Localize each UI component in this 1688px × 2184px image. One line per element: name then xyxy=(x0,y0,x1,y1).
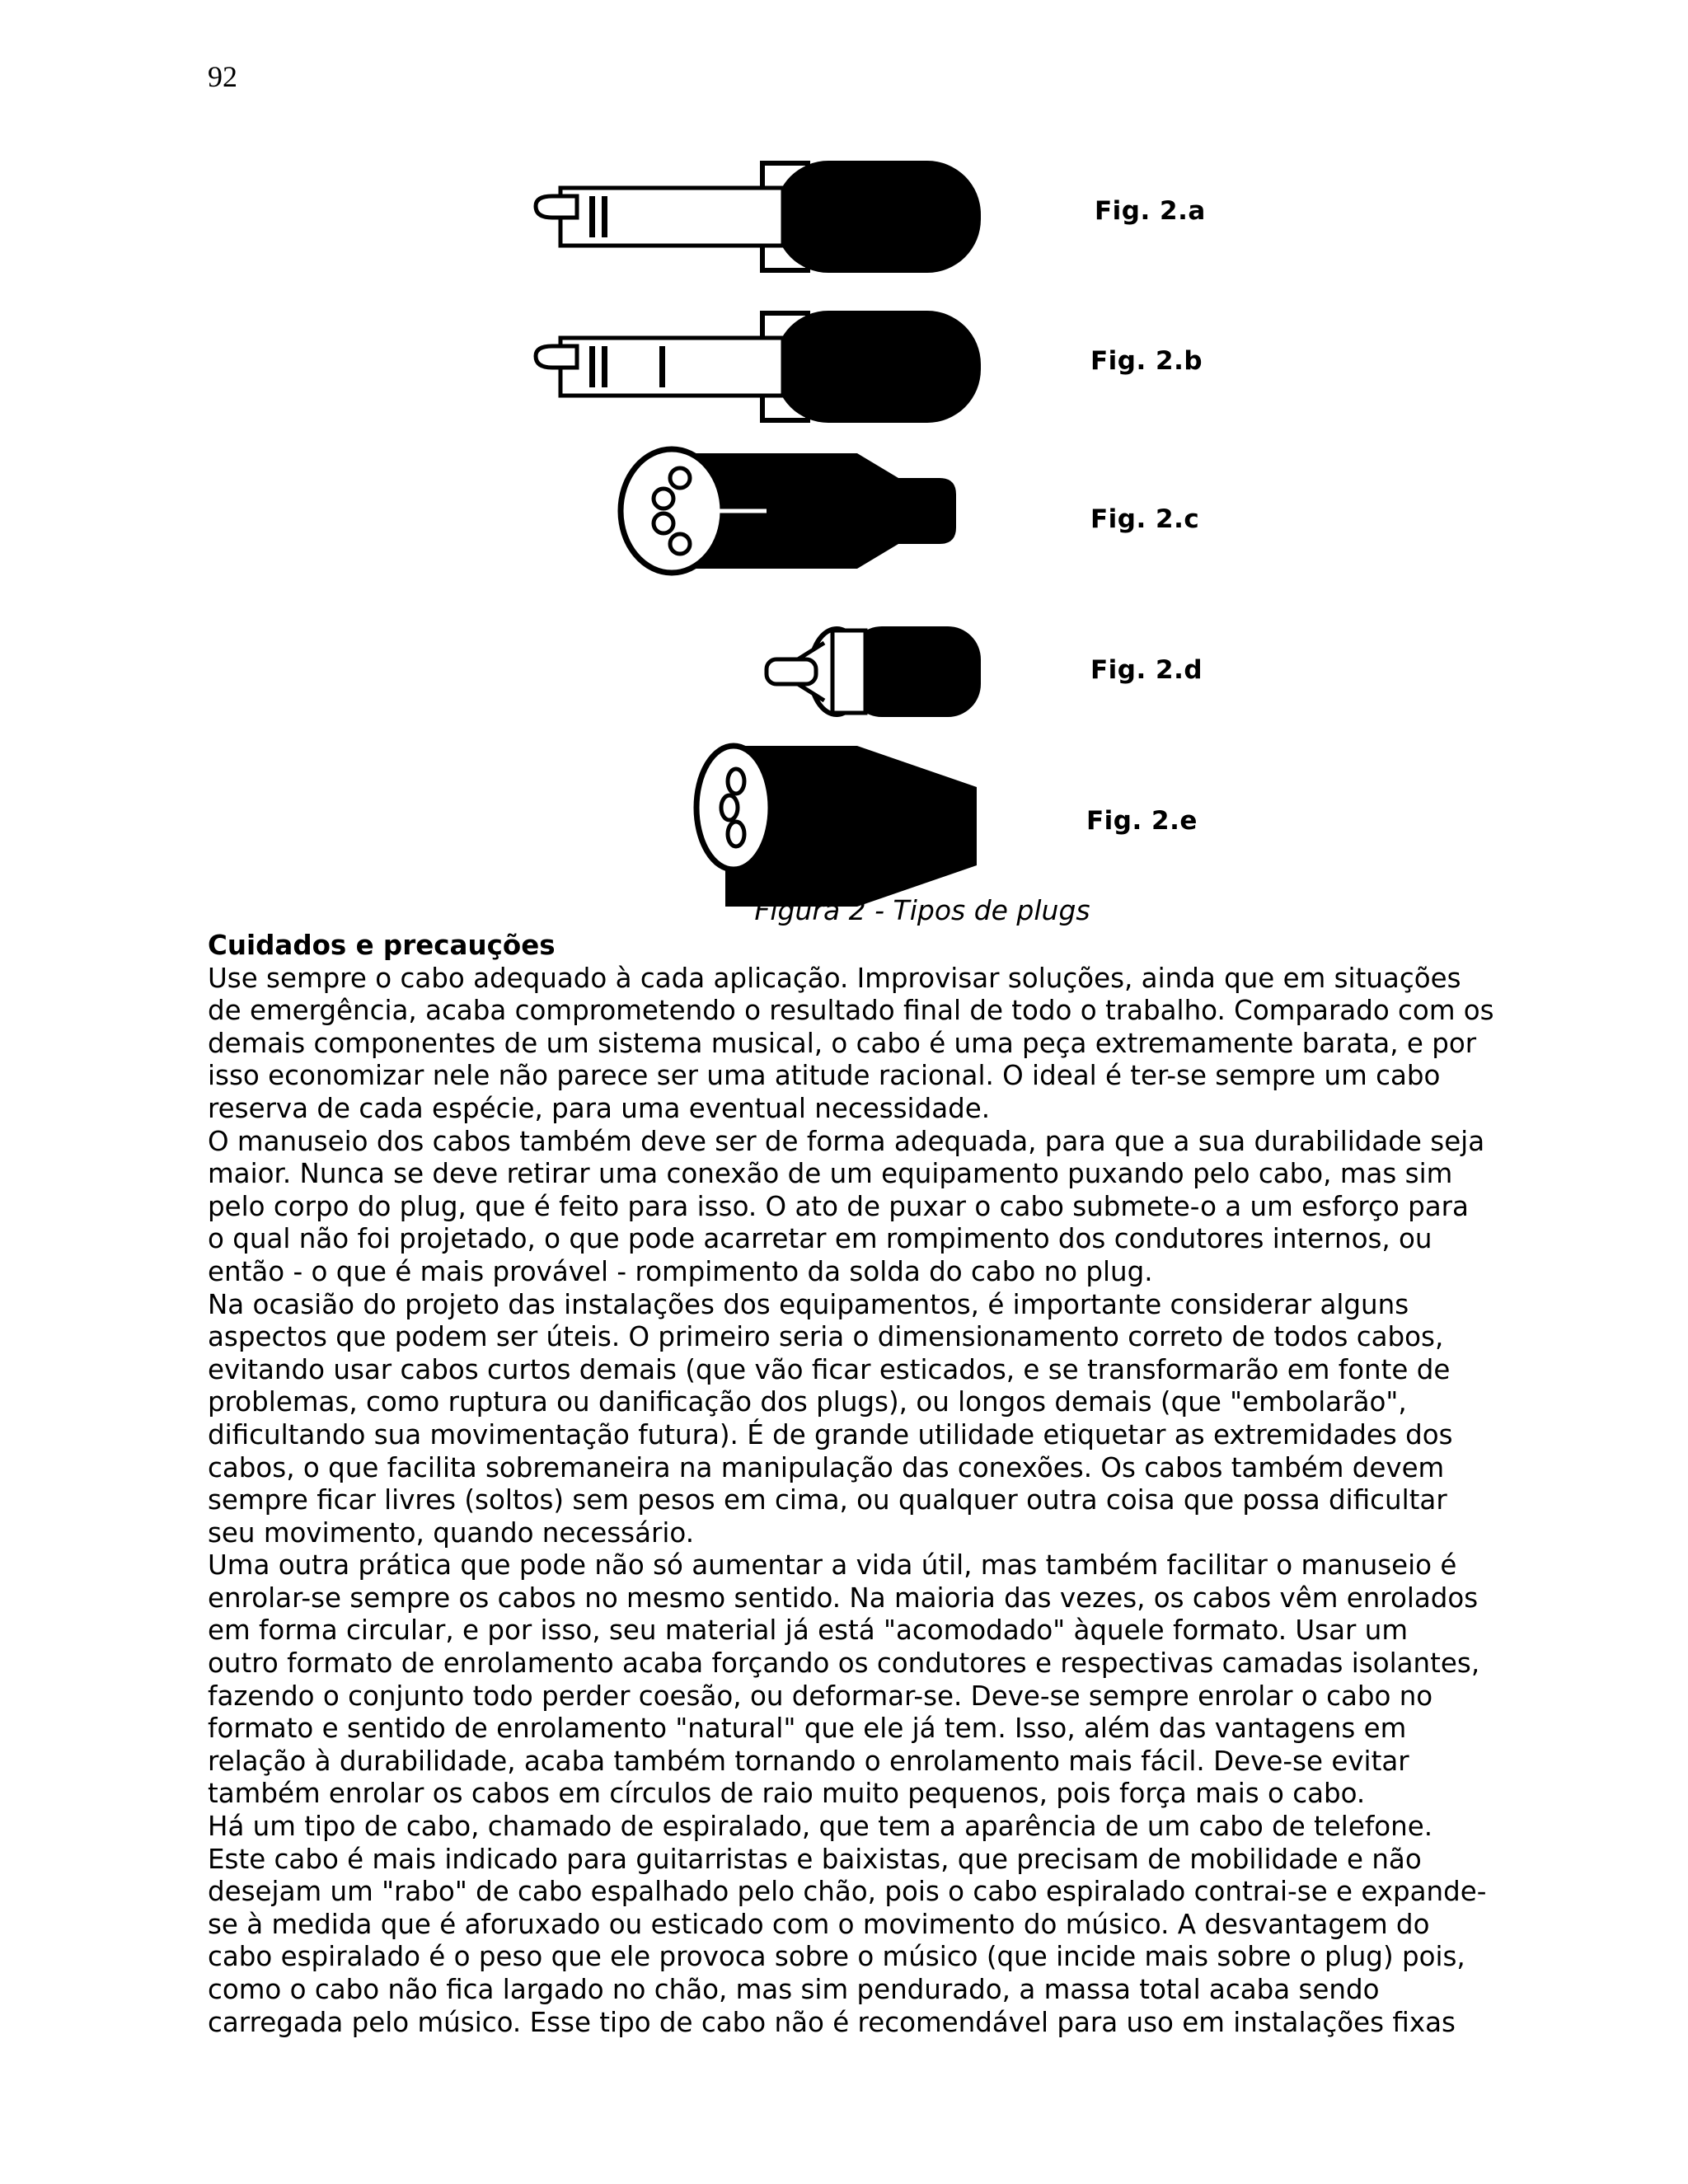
text-line: também enrolar os cabos em círculos de raio muito pequenos, pois força mais o cabo. xyxy=(208,1778,1366,1810)
text-line: como o cabo não fica largado no chão, mas sim pendurado, a massa total acaba sendo xyxy=(208,1974,1380,2005)
text-line: sempre ficar livres (soltos) sem pesos em cima, ou qualquer outra coisa que possa dificultar xyxy=(208,1484,1447,1516)
text-line: maior. Nunca se deve retirar uma conexão de um equipamento puxando pelo cabo, mas sim xyxy=(208,1158,1453,1190)
text-line: O manuseio dos cabos também deve ser de forma adequada, para que a sua durabilidade seja xyxy=(208,1125,1485,1157)
text-line: relação à durabilidade, acaba também tornando o enrolamento mais fácil. Deve-se evitar xyxy=(208,1745,1409,1777)
page-number: 92 xyxy=(208,60,237,93)
section-content xyxy=(208,930,1526,2039)
text-line: formato e sentido de enrolamento "natural" que ele já tem. Isso, além das vantagens em xyxy=(208,1713,1407,1745)
figure-caption: Figura 2 - Tipos de plugs xyxy=(754,894,1090,926)
text-line: reserva de cada espécie, para uma eventual necessidade. xyxy=(208,1092,991,1124)
din-plug-icon xyxy=(621,449,956,573)
stereo-jack-plug-icon xyxy=(536,311,981,423)
text-line: pelo corpo do plug, que é feito para isso. O ato de puxar o cabo submete-o a um esforço para xyxy=(208,1190,1469,1222)
text-line: Use sempre o cabo adequado à cada aplicação. Improvisar soluções, ainda que em situações xyxy=(208,962,1461,994)
text-line: fazendo o conjunto todo perder coesão, ou deformar-se. Deve-se sempre enrolar o cabo no xyxy=(208,1680,1433,1712)
plug-types-figure xyxy=(528,148,1286,907)
paragraph-4 xyxy=(208,1549,1526,1811)
text-line: desejam um "rabo" de cabo espalhado pelo chão, pois o cabo espiralado contrai-se e expande- xyxy=(208,1876,1487,1908)
text-line: em forma circular, e por isso, seu material já está "acomodado" àquele formato. Usar um xyxy=(208,1615,1408,1647)
text-line: seu movimento, quando necessário. xyxy=(208,1516,695,1549)
text-line: demais componentes de um sistema musical, o cabo é uma peça extremamente barata, e por xyxy=(208,1027,1477,1059)
xlr-plug-icon xyxy=(696,746,977,907)
fig-label-2b: Fig. 2.b xyxy=(1090,346,1203,376)
text-line: aspectos que podem ser úteis. O primeiro seria o dimensionamento correto de todos cabos, xyxy=(208,1321,1444,1353)
mono-jack-plug-icon xyxy=(536,161,981,273)
text-line: cabo espiralado é o peso que ele provoca sobre o músico (que incide mais sobre o plug) pois, xyxy=(208,1941,1465,1973)
text-line: Uma outra prática que pode não só aumentar a vida útil, mas também facilitar o manuseio é xyxy=(208,1549,1457,1582)
fig-label-2d: Fig. 2.d xyxy=(1090,655,1203,685)
paragraph-5 xyxy=(208,1811,1526,2039)
text-line: Há um tipo de cabo, chamado de espiralado, que tem a aparência de um cabo de telefone. xyxy=(208,1811,1433,1843)
rca-plug-icon xyxy=(767,626,981,717)
section-heading: Cuidados e precauções xyxy=(208,930,556,961)
text-line: isso economizar nele não parece ser uma atitude racional. O ideal é ter-se sempre um cabo xyxy=(208,1060,1441,1092)
text-line: Na ocasião do projeto das instalações dos equipamentos, é importante considerar alguns xyxy=(208,1288,1409,1320)
text-line: evitando usar cabos curtos demais (que vão ficar esticados, e se transformarão em fonte de xyxy=(208,1353,1451,1385)
text-line: se à medida que é aforuxado ou esticado com o movimento do músico. A desvantagem do xyxy=(208,1908,1430,1940)
paragraph-1 xyxy=(208,963,1526,1126)
text-line: o qual não foi projetado, o que pode acarretar em rompimento dos condutores internos, ou xyxy=(208,1223,1432,1255)
fig-label-2c: Fig. 2.c xyxy=(1090,504,1200,534)
fig-label-2e: Fig. 2.e xyxy=(1086,806,1198,836)
paragraph-2 xyxy=(208,1126,1526,1289)
text-line: dificultando sua movimentação futura). É de grande utilidade etiquetar as extremidades dos xyxy=(208,1418,1453,1451)
text-line: outro formato de enrolamento acaba forçando os condutores e respectivas camadas isolantes, xyxy=(208,1647,1480,1680)
text-line: problemas, como ruptura ou danificação dos plugs), ou longos demais (que "embolarão", xyxy=(208,1386,1407,1418)
text-line: cabos, o que facilita sobremaneira na manipulação das conexões. Os cabos também devem xyxy=(208,1451,1445,1483)
text-line: Este cabo é mais indicado para guitarristas e baixistas, que precisam de mobilidade e não xyxy=(208,1843,1422,1875)
fig-label-2a: Fig. 2.a xyxy=(1095,196,1206,226)
text-line: carregada pelo músico. Esse tipo de cabo não é recomendável para uso em instalações fixas xyxy=(208,2006,1456,2038)
text-line: de emergência, acaba comprometendo o resultado final de todo o trabalho. Comparado com os xyxy=(208,995,1494,1027)
text-line: enrolar-se sempre os cabos no mesmo sentido. Na maioria das vezes, os cabos vêm enrolados xyxy=(208,1582,1479,1614)
paragraph-3 xyxy=(208,1289,1526,1550)
text-line: então - o que é mais provável - rompimento da solda do cabo no plug. xyxy=(208,1255,1153,1287)
